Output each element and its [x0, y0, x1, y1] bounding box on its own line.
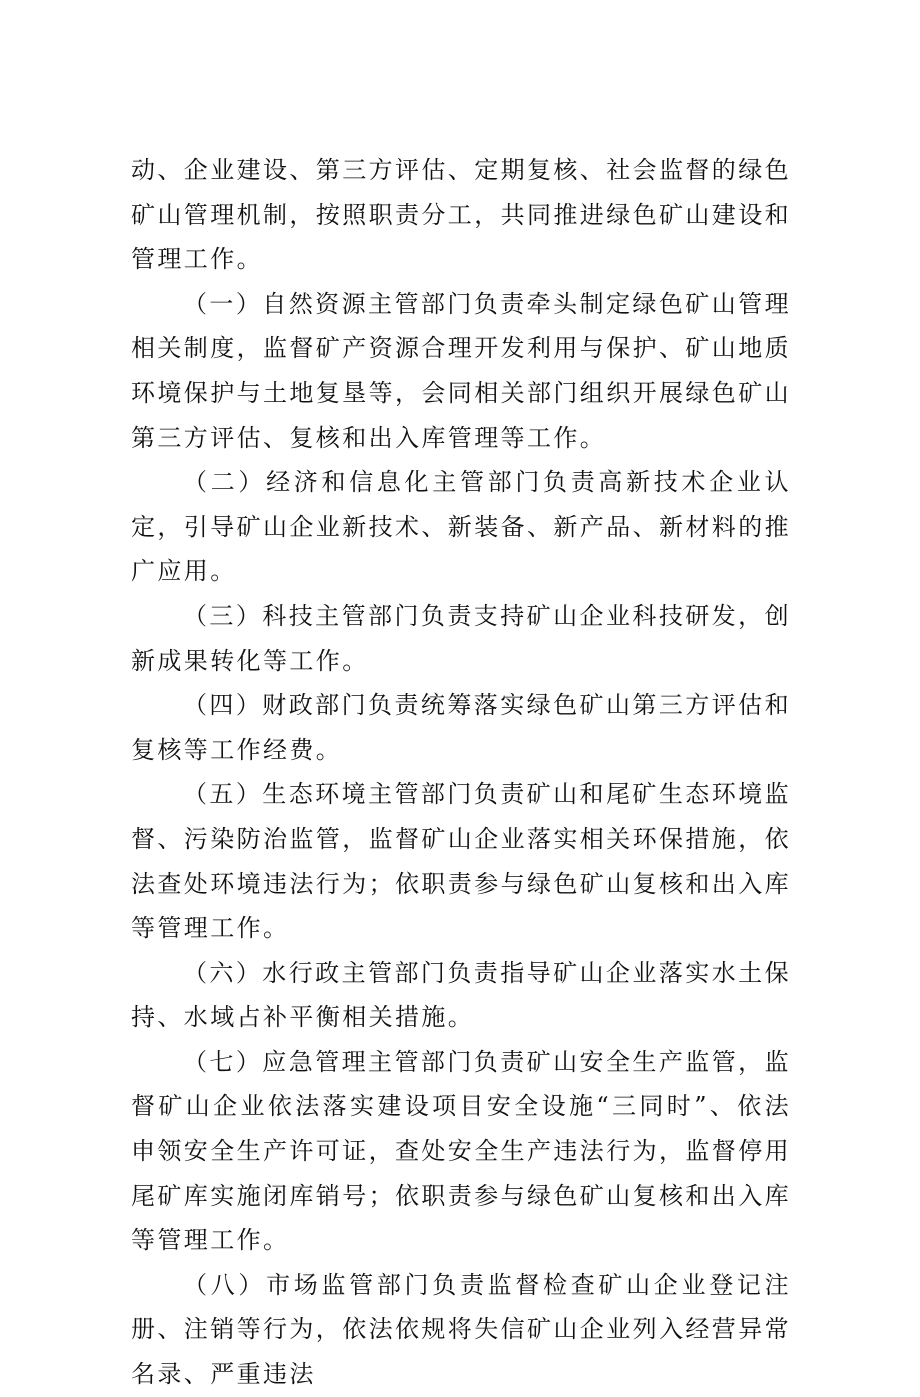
paragraph-item-6-water-administration: （六）水行政主管部门负责指导矿山企业落实水土保持、水域占补平衡相关措施。 [131, 958, 791, 1032]
paragraph-item-2-economy-information: （二）经济和信息化主管部门负责高新技术企业认定，引导矿山企业新技术、新装备、新产品、新材料的推广应用。 [131, 468, 791, 586]
paragraph-item-3-science-technology: （三）科技主管部门负责支持矿山企业科技研发，创新成果转化等工作。 [131, 601, 791, 675]
paragraph-continuation: 动、企业建设、第三方评估、定期复核、社会监督的绿色矿山管理机制，按照职责分工，共同推进绿色矿山建设和管理工作。 [131, 156, 791, 274]
paragraph-item-4-finance: （四）财政部门负责统筹落实绿色矿山第三方评估和复核等工作经费。 [131, 691, 791, 764]
paragraph-item-7-emergency-management: （七）应急管理主管部门负责矿山安全生产监管，监督矿山企业依法落实建设项目安全设施“三同时”、依法申领安全生产许可证，查处安全生产违法行为，监督停用尾矿库实施闭库销号；依职责参与绿色矿山复核和出入库等管理工作。 [131, 1047, 791, 1255]
document-body [131, 148, 791, 1397]
paragraph-item-5-ecology-environment: （五）生态环境主管部门负责矿山和尾矿生态环境监督、污染防治监管，监督矿山企业落实相关环保措施，依法查处环境违法行为；依职责参与绿色矿山复核和出入库等管理工作。 [131, 780, 791, 943]
paragraph-item-1-natural-resources: （一）自然资源主管部门负责牵头制定绿色矿山管理相关制度，监督矿产资源合理开发利用与保护、矿山地质环境保护与土地复垦等，会同相关部门组织开展绿色矿山第三方评估、复核和出入库管理等工作。 [131, 289, 791, 452]
paragraph-item-8-market-supervision: （八）市场监管部门负责监督检查矿山企业登记注册、注销等行为，依法依规将失信矿山企业列入经营异常名录、严重违法 [131, 1270, 791, 1389]
